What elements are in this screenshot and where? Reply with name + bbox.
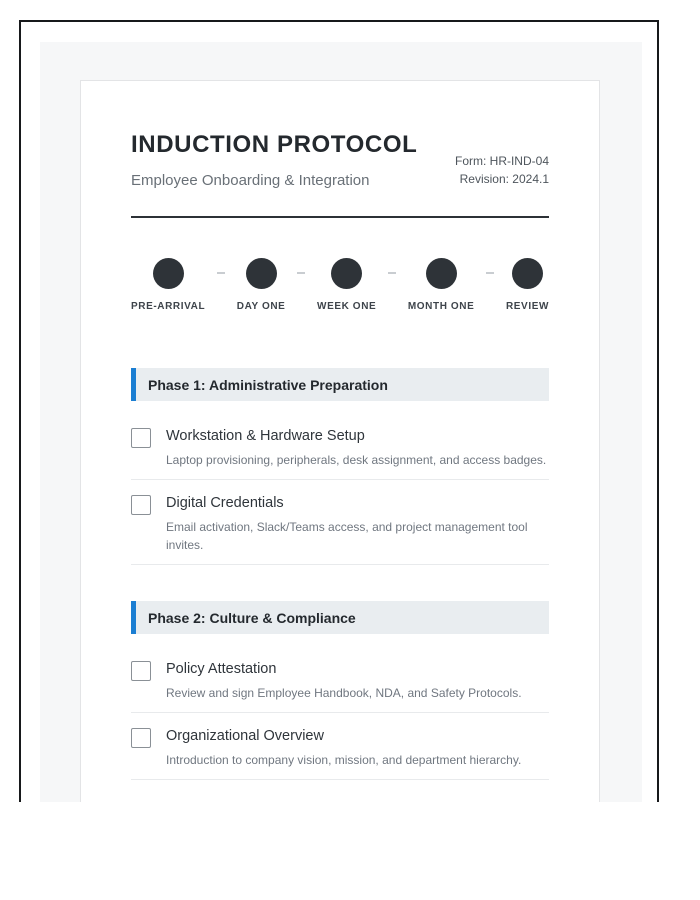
checklist-item	[131, 480, 549, 565]
timeline-step-circle	[512, 258, 543, 289]
checklist-item-body	[166, 427, 546, 469]
timeline-step	[408, 258, 475, 312]
timeline	[131, 258, 549, 312]
checklist-item-description: Review and sign Employee Handbook, NDA, and Safety Protocols.	[166, 685, 522, 700]
checklist	[131, 646, 549, 780]
timeline-step-label: PRE-ARRIVAL	[131, 300, 206, 312]
timeline-step-circle	[246, 258, 277, 289]
item-checkbox[interactable]	[131, 495, 151, 515]
phases	[131, 368, 549, 780]
checklist-item	[131, 713, 549, 780]
form-header-left	[131, 131, 417, 189]
phase-title: Phase 1: Administrative Preparation	[148, 376, 388, 393]
timeline-step-label: REVIEW	[505, 300, 550, 312]
phase-section	[131, 368, 549, 565]
form-revision: Revision: 2024.1	[459, 171, 549, 186]
timeline-connector	[285, 258, 317, 289]
phase-header	[131, 601, 549, 634]
page-subtitle: Employee Onboarding & Integration	[131, 171, 370, 189]
header-divider	[131, 216, 549, 218]
timeline-step	[506, 258, 549, 312]
timeline-step	[237, 258, 286, 312]
phase-title: Phase 2: Culture & Compliance	[148, 609, 356, 626]
timeline-step-label: WEEK ONE	[317, 300, 377, 312]
checklist-item-title: Digital Credentials	[166, 494, 284, 511]
checklist-item	[131, 646, 549, 713]
timeline-dash	[297, 272, 305, 274]
form-header	[131, 131, 549, 189]
timeline-step-label: MONTH ONE	[407, 300, 475, 312]
checklist-item-title: Workstation & Hardware Setup	[166, 427, 365, 444]
phase-header	[131, 368, 549, 401]
checklist-item	[131, 413, 549, 480]
timeline-step-circle	[153, 258, 184, 289]
form-card	[80, 80, 600, 802]
checklist-item-description: Email activation, Slack/Teams access, and project management tool invites.	[166, 519, 528, 552]
form-meta	[455, 152, 549, 189]
timeline-connector	[474, 258, 506, 289]
timeline-dash	[388, 272, 396, 274]
timeline-step-circle	[331, 258, 362, 289]
page-background	[40, 42, 642, 802]
item-checkbox[interactable]	[131, 661, 151, 681]
checklist-item-description: Introduction to company vision, mission, and department hierarchy.	[166, 752, 522, 767]
item-checkbox[interactable]	[131, 428, 151, 448]
timeline-step-circle	[426, 258, 457, 289]
document-viewport	[19, 20, 659, 802]
timeline-step-label: DAY ONE	[236, 300, 286, 312]
checklist-item-body	[166, 660, 522, 702]
checklist-item-title: Organizational Overview	[166, 727, 324, 744]
checklist-item-description: Laptop provisioning, peripherals, desk assignment, and access badges.	[166, 452, 547, 467]
timeline-connector	[205, 258, 237, 289]
timeline-step	[131, 258, 205, 312]
checklist-item-title: Policy Attestation	[166, 660, 277, 677]
checklist-item-body	[166, 727, 521, 769]
timeline-dash	[486, 272, 494, 274]
item-checkbox[interactable]	[131, 728, 151, 748]
checklist-item-body	[166, 494, 549, 554]
timeline-step	[317, 258, 376, 312]
checklist	[131, 413, 549, 565]
page-title: INDUCTION PROTOCOL	[131, 131, 418, 158]
timeline-connector	[376, 258, 408, 289]
form-number: Form: HR-IND-04	[454, 153, 549, 168]
phase-section	[131, 601, 549, 780]
timeline-dash	[217, 272, 225, 274]
